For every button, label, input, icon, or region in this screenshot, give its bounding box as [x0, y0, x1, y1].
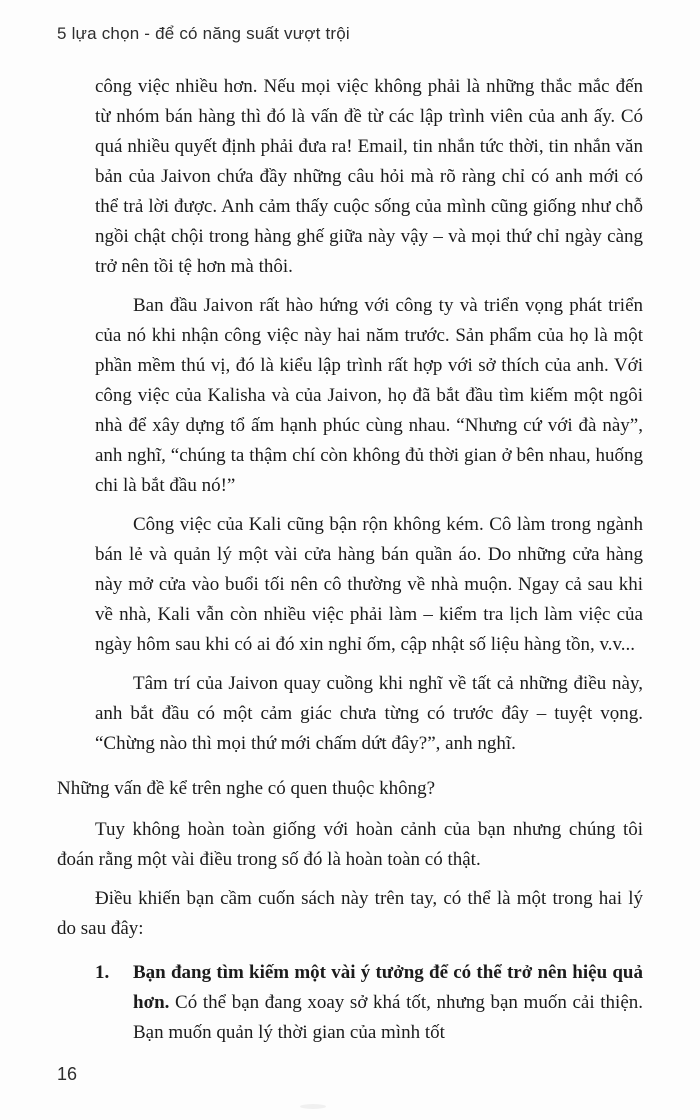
numbered-list-item — [95, 958, 643, 1048]
list-item-number: 1. — [95, 962, 110, 983]
running-header: 5 lựa chọn - để có năng suất vượt trội — [57, 24, 350, 43]
list-item-bold-lead: Bạn đang tìm kiếm một vài ý tưởng để có thể trở nên hiệu quả hơn. — [133, 962, 643, 1013]
story-paragraph-4: Tâm trí của Jaivon quay cuồng khi nghĩ về tất cả những điều này, anh bắt đầu có một cảm giác chưa từng có trước đây – tuyệt vọng. “Chừng nào thì mọi thứ mới chấm dứt đây?”, anh nghĩ. — [95, 673, 643, 754]
story-excerpt-block — [95, 72, 643, 759]
list-item-text — [133, 958, 643, 1048]
body-paragraph-2: Điều khiến bạn cầm cuốn sách này trên tay, có thể là một trong hai lý do sau đây: — [57, 888, 643, 939]
story-paragraph-3: Công việc của Kali cũng bận rộn không kém. Cô làm trong ngành bán lẻ và quản lý một vài cửa hàng bán quần áo. Do những cửa hàng này mở cửa vào buổi tối nên cô thường về nhà muộn. Ngay cả sau khi về nhà, Kali vẫn còn nhiều việc phải làm – kiểm tra lịch làm việc của ngày hôm sau khi có ai đó xin nghỉ ốm, cập nhật số liệu hàng tồn, v.v... — [95, 514, 643, 655]
page-content — [57, 72, 643, 1048]
scan-artifact — [300, 1104, 326, 1109]
question-line: Những vấn đề kể trên nghe có quen thuộc không? — [57, 778, 436, 799]
page-number: 16 — [57, 1064, 78, 1084]
story-paragraph-1: công việc nhiều hơn. Nếu mọi việc không phải là những thắc mắc đến từ nhóm bán hàng thì đó là vấn đề từ các lập trình viên của anh ấy. Có quá nhiều quyết định phải đưa ra! Email, tin nhắn tức thời, tin nhắn văn bản của Jaivon chứa đầy những câu hỏi mà rõ ràng chỉ có anh mới có thể trả lời được. Anh cảm thấy cuộc sống của mình cũng giống như chỗ ngồi chật chội trong hàng ghế giữa này vậy – và mọi thứ chỉ ngày càng trở nên tồi tệ hơn mà thôi. — [95, 76, 643, 277]
body-paragraph-1: Tuy không hoàn toàn giống với hoàn cảnh của bạn nhưng chúng tôi đoán rằng một vài điều trong số đó là hoàn toàn có thật. — [57, 819, 643, 870]
story-paragraph-2: Ban đầu Jaivon rất hào hứng với công ty và triển vọng phát triển của nó khi nhận công việc này hai năm trước. Sản phẩm của họ là một phần mềm thú vị, đó là kiểu lập trình rất hợp với sở thích của anh. Với công việc của Kalisha và của Jaivon, họ đã bắt đầu tìm kiếm một ngôi nhà để xây dựng tổ ấm hạnh phúc cùng nhau. “Nhưng cứ với đà này”, anh nghĩ, “chúng ta thậm chí còn không đủ thời gian ở bên nhau, huống chi là bắt đầu nó!” — [95, 295, 643, 496]
list-item-rest: Có thể bạn đang xoay sở khá tốt, nhưng bạn muốn cải thiện. Bạn muốn quản lý thời gian của mình tốt — [133, 992, 643, 1043]
